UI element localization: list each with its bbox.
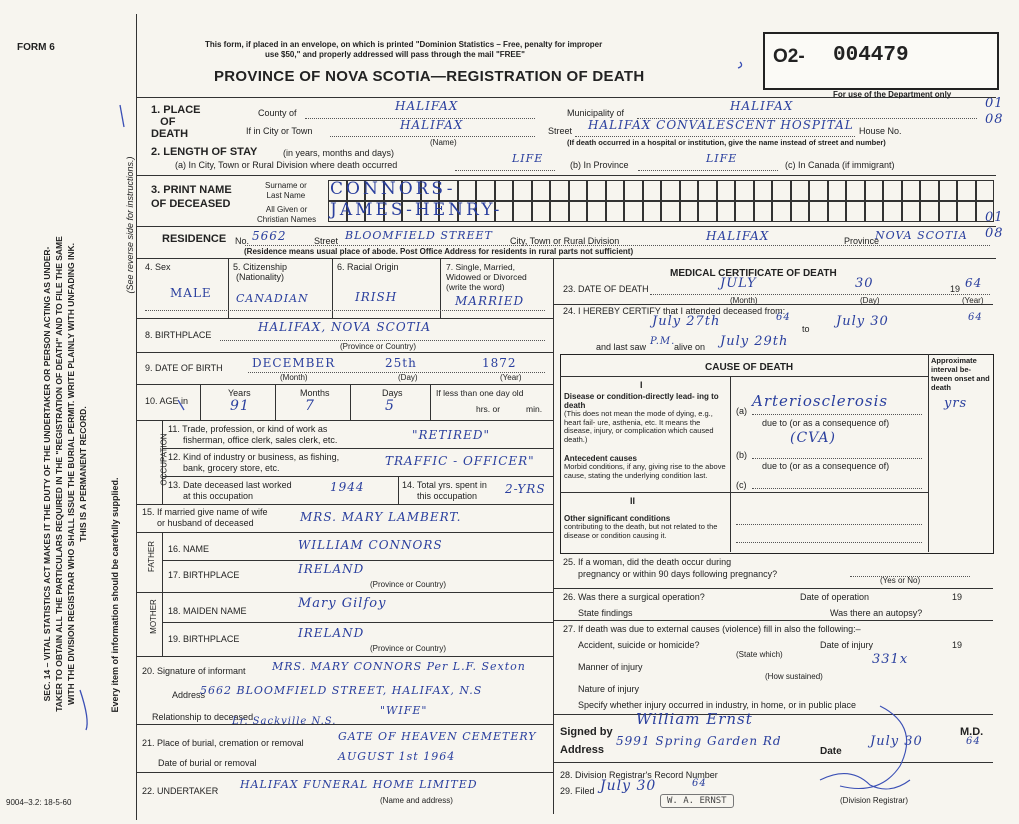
supply-note: Every item of information should be carefully supplied. xyxy=(110,477,120,713)
age-days-label: Days xyxy=(382,388,403,398)
state-findings-label: State findings xyxy=(578,608,633,618)
q13-label: 13. Date deceased last worked at this occupation xyxy=(168,480,292,501)
municipality-label: Municipality of xyxy=(567,108,625,118)
stay-province-value: LIFE xyxy=(706,152,738,165)
place-of-death-label: 1. PLACE OF DEATH xyxy=(151,104,201,140)
death-month-caption: (Month) xyxy=(730,296,758,305)
alive-on-value: July 29th xyxy=(720,334,789,349)
birthplace-caption: (Province or Country) xyxy=(340,342,417,351)
sex-value: MALE xyxy=(170,286,212,300)
signed-by-label: Signed by xyxy=(560,726,613,738)
q14-label: 14. Total yrs. spent in this occupation xyxy=(402,480,487,501)
city-value: HALIFAX xyxy=(400,118,464,132)
racial-origin-value: IRISH xyxy=(355,290,398,304)
q17-value: IRELAND xyxy=(298,562,365,576)
q18-value: Mary Gilfoy xyxy=(298,596,387,611)
dob-month-caption: (Month) xyxy=(280,373,308,382)
attended-to-year: 64 xyxy=(968,312,983,323)
due-to-label-a: due to (or as a consequence of) xyxy=(762,418,890,428)
birthplace-label: 8. BIRTHPLACE xyxy=(145,330,212,340)
q20-label: 20. Signature of informant xyxy=(142,666,246,676)
q19-label: 19. BIRTHPLACE xyxy=(168,634,240,644)
attended-from: July 27th xyxy=(652,314,721,329)
residence-street-label: Street xyxy=(314,236,339,246)
cause-a-label: (a) xyxy=(736,406,747,416)
q21-label: 21. Place of burial, cremation or removal xyxy=(142,738,304,748)
age-months-label: Months xyxy=(300,388,330,398)
hrs-label: hrs. or xyxy=(476,404,501,414)
q27-label: 27. If death was due to external causes (violence) fill in also the following:– xyxy=(563,624,861,634)
vital-statistics-notice: SEC. 14 – VITAL STATISTICS ACT MAKES IT THE DUTY OF THE UNDERTAKER OR PERSON ACTING AS UNDER- TAKER TO OBTAIN ALL THE PARTICULARS REQUIRED IN THE "REGISTRATION OF DEATH" AND TO FILE THE SAME WITH THE DIVISION REGISTRAR WHO SHALL ISSUE THE BURIAL PERMIT. WRITE PLAINLY WITH UNFADING INK. THIS IS A PERMANENT RECORD. xyxy=(42,236,88,712)
other-conditions-label: Other significant conditions xyxy=(564,514,671,523)
age-days: 5 xyxy=(385,398,395,414)
death-day: 30 xyxy=(855,276,874,291)
burial-date-label: Date of burial or removal xyxy=(158,758,257,768)
q18-label: 18. MAIDEN NAME xyxy=(168,606,247,616)
informant-address-label: Address xyxy=(172,690,206,700)
residence-label: RESIDENCE xyxy=(162,233,227,245)
dob-year-caption: (Year) xyxy=(500,373,522,382)
burial-date: AUGUST 1st 1964 xyxy=(338,750,456,763)
hospital-note: (If death occurred in a hospital or institution, give the name instead of street and number) xyxy=(567,138,886,147)
due-to-label-b: due to (or as a consequence of) xyxy=(762,461,890,471)
disease-label: Disease or condition-directly lead- ing to death xyxy=(564,392,719,410)
manner-label: Manner of injury xyxy=(578,662,643,672)
q19-value: IRELAND xyxy=(298,626,365,640)
stay-canada-label: (c) In Canada (if immigrant) xyxy=(785,160,895,170)
antecedent-label: Antecedent causes xyxy=(564,454,637,463)
registration-number: 004479 xyxy=(833,44,909,67)
dob-year: 1872 xyxy=(482,356,517,370)
cause-b-label: (b) xyxy=(736,450,747,460)
city-label: If in City or Town xyxy=(246,126,313,136)
registrar-stamp: W. A. ERNST xyxy=(660,794,734,808)
age-years-label: Years xyxy=(228,388,251,398)
dob-day: 25th xyxy=(385,356,417,370)
q13-value: 1944 xyxy=(330,480,365,494)
department-code-2: 01 08 xyxy=(985,210,1004,241)
occupation-side-label: OCCUPATION xyxy=(159,433,169,486)
informant-signature: MRS. MARY CONNORS Per L.F. Sexton xyxy=(272,660,526,673)
age-label: 10. AGE in xyxy=(145,396,189,406)
form-title: PROVINCE OF NOVA SCOTIA—REGISTRATION OF DEATH xyxy=(214,68,645,85)
residence-note: (Residence means usual place of abode. Post Office Address for residents in rural parts not sufficient) xyxy=(244,247,634,256)
mail-notice-line2: use $50," and properly addressed will pass through the mail "FREE" xyxy=(265,50,525,59)
q16-value: WILLIAM CONNORS xyxy=(298,538,443,552)
cause-a-value: Arteriosclerosis xyxy=(752,392,889,410)
q16-label: 16. NAME xyxy=(168,544,210,554)
physician-address-label: Address xyxy=(560,744,605,756)
q17-label: 17. BIRTHPLACE xyxy=(168,570,240,580)
q28-label: 28. Division Registrar's Record Number xyxy=(560,770,718,780)
form-code: 9004–3.2: 18-5-60 xyxy=(6,798,72,807)
specify-label: Specify whether injury occurred in industry, in home, or in public place xyxy=(578,700,856,710)
marital-status-label: 7. Single, Married, Widowed or Divorced (write the word) xyxy=(446,262,527,292)
manner-code: 331x xyxy=(872,652,909,667)
min-label: min. xyxy=(526,404,543,414)
attended-from-year: 64 xyxy=(776,312,791,323)
undertaker-value: HALIFAX FUNERAL HOME LIMITED xyxy=(240,778,478,791)
reverse-side-note: (See reverse side for instructions.) xyxy=(125,156,135,294)
q17-caption: (Province or Country) xyxy=(370,580,447,589)
injury-year-prefix: 19 xyxy=(952,640,963,650)
injury-date-label: Date of injury xyxy=(820,640,874,650)
physician-address-value: 5991 Spring Garden Rd xyxy=(616,734,782,748)
death-year: 64 xyxy=(965,276,983,290)
stay-city-value: LIFE xyxy=(512,152,544,165)
physician-date-value: July 30 xyxy=(870,734,923,749)
residence-number: 5662 xyxy=(252,229,287,243)
county-label: County of xyxy=(258,108,297,118)
residence-city: HALIFAX xyxy=(706,229,770,243)
less-than-day-label: If less than one day old xyxy=(436,388,524,398)
q26-label: 26. Was there a surgical operation? xyxy=(563,592,705,602)
operation-year-prefix: 19 xyxy=(952,592,963,602)
q14-value: 2-YRS xyxy=(505,482,546,496)
burial-place: GATE OF HEAVEN CEMETERY xyxy=(338,730,537,743)
how-sustained-caption: (How sustained) xyxy=(765,672,823,681)
cva-value: (CVA) xyxy=(790,430,836,446)
county-value: HALIFAX xyxy=(395,99,459,113)
md-label: M.D. xyxy=(960,726,984,738)
department-code-1: 01 08 xyxy=(985,96,1004,127)
relationship-label: Relationship to deceased xyxy=(152,712,254,722)
physician-date-year: 64 xyxy=(966,736,981,747)
q19-caption: (Province or Country) xyxy=(370,644,447,653)
death-year-caption: (Year) xyxy=(962,296,984,305)
q29-label: 29. Filed xyxy=(560,786,595,796)
racial-origin-label: 6. Racial Origin xyxy=(337,262,399,272)
surname-label: Surname or Last Name xyxy=(265,181,307,200)
relationship-value: "WIFE" xyxy=(380,704,428,717)
stay-note: (in years, months and days) xyxy=(283,148,395,158)
q22-label: 22. UNDERTAKER xyxy=(142,786,219,796)
residence-province: NOVA SCOTIA xyxy=(875,229,968,242)
death-day-caption: (Day) xyxy=(860,296,880,305)
age-months: 7 xyxy=(305,398,315,414)
q25-label: 25. If a woman, did the death occur during pregnancy or within 90 days following pregnancy? xyxy=(563,557,778,579)
burial-location-note: Lr. Sackville N.S. xyxy=(232,716,337,727)
disease-note: (This does not mean the mode of dying, e.g., heart fail- ure, asthenia, etc. It means the disease, injury, or complication which caused death.) xyxy=(564,409,714,444)
given-names-label: All Given or Christian Names xyxy=(257,205,317,224)
birthplace-value: HALIFAX, NOVA SCOTIA xyxy=(258,320,432,334)
section-II: II xyxy=(630,496,636,506)
dob-month: DECEMBER xyxy=(252,356,336,370)
state-which-caption: (State which) xyxy=(736,650,783,659)
given-names-value: JAMES-HENRY- xyxy=(330,200,503,220)
medical-title: MEDICAL CERTIFICATE OF DEATH xyxy=(670,268,837,279)
nature-label: Nature of injury xyxy=(578,684,640,694)
antecedent-note: Morbid conditions, if any, giving rise to the above cause, stating the underlying condition last. xyxy=(564,462,726,480)
dob-label: 9. DATE OF BIRTH xyxy=(145,363,223,373)
residence-street: BLOOMFIELD STREET xyxy=(345,229,493,242)
stay-city-label: (a) In City, Town or Rural Division where death occurred xyxy=(175,160,398,170)
q15-value: MRS. MARY LAMBERT. xyxy=(300,510,462,524)
q24-label: 24. I HEREBY CERTIFY that I attended deceased from: xyxy=(563,306,786,316)
informant-address: 5662 BLOOMFIELD STREET, HALIFAX, N.S xyxy=(200,684,483,697)
q12-label: 12. Kind of industry or business, as fishing, bank, grocery store, etc. xyxy=(168,452,340,473)
registration-prefix: O2- xyxy=(773,46,805,67)
house-no-label: House No. xyxy=(859,126,902,136)
registrar-caption: (Division Registrar) xyxy=(840,796,909,805)
q15-label: 15. If married give name of wife or husband of deceased xyxy=(142,507,268,528)
physician-date-label: Date xyxy=(820,746,842,757)
form-number: FORM 6 xyxy=(17,42,55,53)
attended-to-label: to xyxy=(802,324,810,334)
mail-notice-line1: This form, if placed in an envelope, on which is printed "Dominion Statistics – Free, penalty for improper xyxy=(205,40,603,49)
filed-year: 64 xyxy=(692,778,707,789)
residence-province-label: Province xyxy=(844,236,880,246)
cause-a-interval: yrs xyxy=(944,396,968,411)
attended-to: July 30 xyxy=(836,314,889,329)
operation-date-label: Date of operation xyxy=(800,592,870,602)
citizenship-value: CANADIAN xyxy=(236,292,309,305)
age-years: 91 xyxy=(230,398,250,414)
death-year-prefix: 19 xyxy=(950,284,961,294)
undertaker-caption: (Name and address) xyxy=(380,796,453,805)
autopsy-label: Was there an autopsy? xyxy=(830,608,923,618)
department-use-note: For use of the Department only xyxy=(833,90,952,99)
name-caption: (Name) xyxy=(430,138,457,147)
citizenship-label: 5. Citizenship (Nationality) xyxy=(233,262,288,282)
stay-province-label: (b) In Province xyxy=(570,160,629,170)
interval-title: Approximate interval be- tween onset and death xyxy=(931,356,990,392)
father-side-label: FATHER xyxy=(146,541,156,572)
marital-status-value: MARRIED xyxy=(455,294,525,308)
accident-label: Accident, suicide or homicide? xyxy=(578,640,700,650)
other-conditions-note: contributing to the death, but not related to the disease or condition causing it. xyxy=(564,522,718,540)
length-of-stay-label: 2. LENGTH OF STAY xyxy=(151,146,258,158)
residence-no-label: No. xyxy=(235,236,250,246)
print-name-label: 3. PRINT NAME OF DECEASED xyxy=(151,184,232,210)
section-I: I xyxy=(640,380,643,390)
dob-day-caption: (Day) xyxy=(398,373,418,382)
q23-label: 23. DATE OF DEATH xyxy=(563,284,649,294)
surname-value: CONNORS- xyxy=(330,179,456,199)
municipality-value: HALIFAX xyxy=(730,99,794,113)
cause-title: CAUSE OF DEATH xyxy=(705,362,794,373)
signed-by-value: William Ernst xyxy=(636,710,753,728)
filed-value: July 30 xyxy=(600,778,657,794)
sex-label: 4. Sex xyxy=(145,262,171,272)
last-saw-pm: P.M. xyxy=(650,336,676,347)
residence-city-label: City, Town or Rural Division xyxy=(510,236,620,246)
q12-value: TRAFFIC - OFFICER" xyxy=(385,454,535,468)
death-month: JULY xyxy=(720,276,757,291)
hospital-street-value: HALIFAX CONVALESCENT HOSPITAL xyxy=(588,118,854,132)
street-label: Street xyxy=(548,126,573,136)
q25-caption: (Yes or No) xyxy=(880,576,921,585)
q11-label: 11. Trade, profession, or kind of work as fisherman, office clerk, sales clerk, etc. xyxy=(168,424,338,445)
q11-value: "RETIRED" xyxy=(412,428,490,442)
mother-side-label: MOTHER xyxy=(148,599,158,634)
alive-on-label: alive on xyxy=(674,342,706,352)
cause-c-label: (c) xyxy=(736,480,747,490)
last-saw-label: and last saw xyxy=(596,342,647,352)
